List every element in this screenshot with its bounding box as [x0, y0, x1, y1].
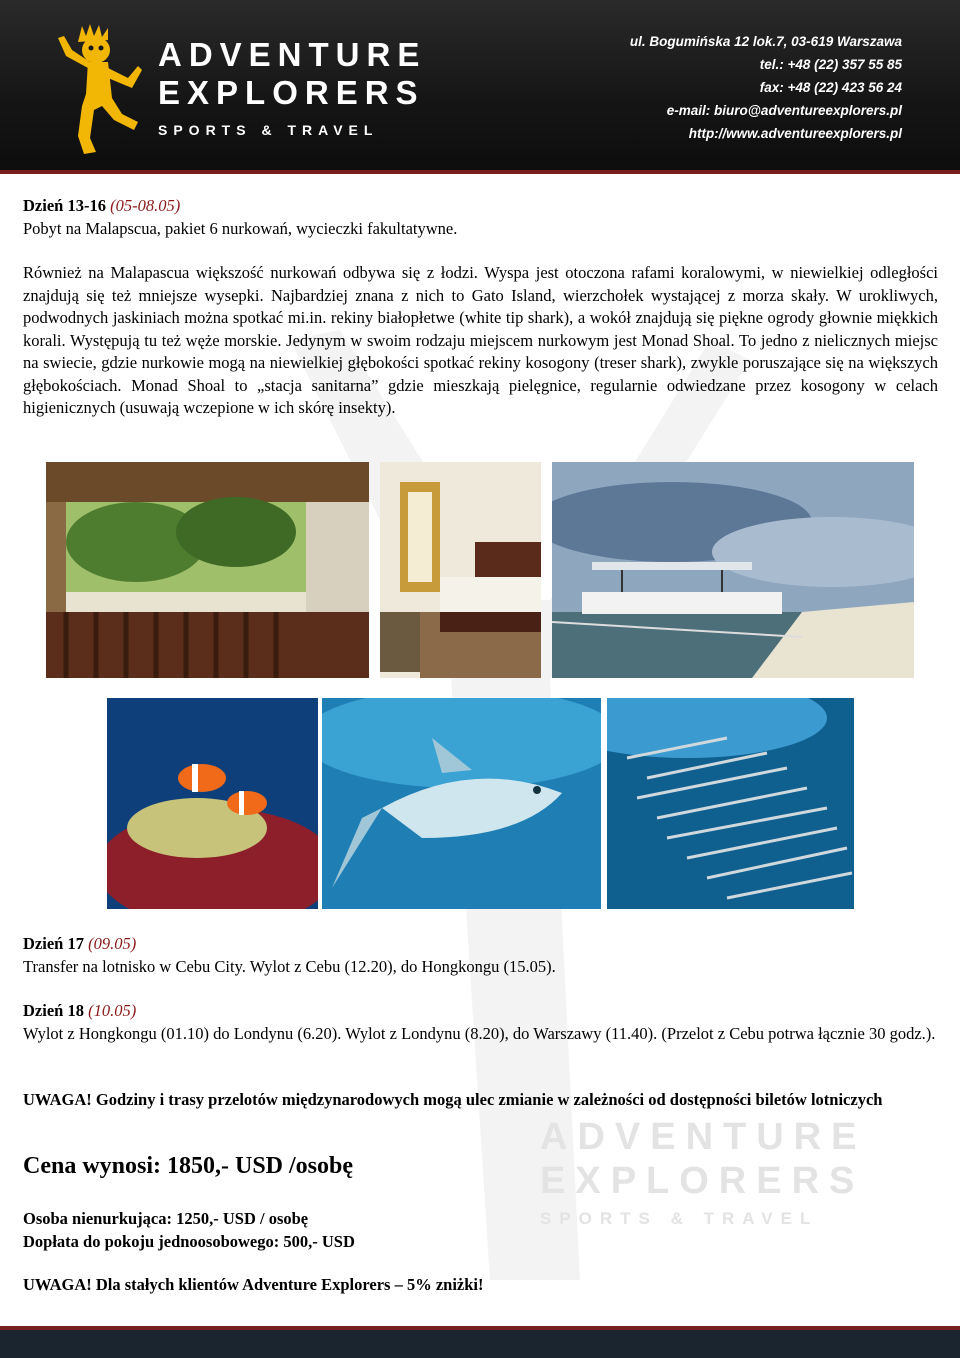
- day17-title: Dzień 17: [23, 934, 84, 953]
- watermark-line2: EXPLORERS: [540, 1160, 865, 1202]
- header-divider: [0, 170, 960, 174]
- contact-block: [542, 30, 902, 145]
- notice-section: [23, 1089, 938, 1112]
- brand-line2: EXPLORERS: [158, 74, 425, 111]
- contact-fax: fax: +48 (22) 423 56 24: [759, 80, 902, 95]
- contact-address: ul. Bogumińska 12 lok.7, 03-619 Warszawa: [629, 34, 902, 49]
- contact-email[interactable]: e-mail: biuro@adventureexplorers.pl: [666, 103, 902, 118]
- day18-text: Wylot z Hongkongu (01.10) do Londynu (6.20). Wylot z Londynu (8.20), do Warszawy (11.40). (Przelot z Cebu potrwa łącznie 30 godz.).: [23, 1023, 936, 1043]
- extra-prices: [23, 1208, 938, 1253]
- flight-change-notice: UWAGA! Godziny i trasy przelotów międzynarodowych mogą ulec zmianie w zależności od dostępności biletów lotniczych: [23, 1090, 883, 1109]
- contact-tel: tel.: +48 (22) 357 55 85: [759, 57, 902, 72]
- discount-section: [23, 1274, 938, 1297]
- price-heading: Cena wynosi: 1850,- USD /osobę: [23, 1153, 354, 1179]
- contact-website[interactable]: http://www.adventureexplorers.pl: [688, 126, 902, 141]
- day18-title: Dzień 18: [23, 1001, 84, 1020]
- day13-title: Dzień 13-16: [23, 196, 106, 215]
- barracuda-school-photo: [607, 698, 854, 909]
- discount-notice: UWAGA! Dla stałych klientów Adventure Explorers – 5% zniżki!: [23, 1275, 484, 1294]
- day18-date: (10.05): [88, 1001, 137, 1020]
- single-room-supplement: Dopłata do pokoju jednoosobowego: 500,- USD: [23, 1231, 355, 1251]
- brand-tagline: SPORTS & TRAVEL: [158, 122, 379, 138]
- price-section: [23, 1155, 938, 1178]
- day17-text: Transfer na lotnisko w Cebu City. Wylot z Cebu (12.20), do Hongkongu (15.05).: [23, 956, 556, 976]
- day17-date: (09.05): [88, 934, 137, 953]
- page-footer: [0, 1330, 960, 1358]
- day18-heading: [23, 1000, 938, 1023]
- day17-section: [23, 933, 938, 978]
- watermark-line3: SPORTS & TRAVEL: [540, 1209, 819, 1228]
- bangka-boats-photo: [552, 462, 914, 678]
- page-header: [0, 0, 960, 170]
- day13-summary: Pobyt na Malapscua, pakiet 6 nurkowań, wycieczki fakultatywne.: [23, 218, 458, 238]
- day18-section: [23, 1000, 938, 1045]
- resort-veranda-photo: [46, 462, 369, 678]
- tribal-figure-logo-icon: [52, 18, 144, 158]
- day13-section: [23, 195, 938, 420]
- clownfish-photo: [107, 698, 318, 909]
- hotel-room-photo: [380, 462, 541, 678]
- watermark-line1: ADVENTURE: [540, 1116, 867, 1158]
- thresher-shark-photo: [322, 698, 601, 909]
- brand-name: [158, 36, 426, 138]
- brand-line1: ADVENTURE: [158, 36, 427, 73]
- non-diver-price: Osoba nienurkująca: 1250,- USD / osobę: [23, 1209, 309, 1228]
- day13-date: (05-08.05): [110, 196, 181, 215]
- day17-heading: [23, 933, 938, 956]
- day13-description: Również na Malapascua większość nurkowań odbywa się z łodzi. Wyspa jest otoczona rafami koralowymi, w niewielkiej odległości znajdują się też mniejsze wysepki. Najbardziej znana z nich to Gato Island, wierzchołek wystającej z morza skały. W urokliwych, podwodnych jaskiniach można spotkać mi.in. rekiny białopłetwe (white tip shark), a wokół znajdują się piękne ogrody głownie miękkich korali. Występują tu też węże morskie. Jedynym w swoim rodzaju miejscem nurkowym jest Monad Shoal. To jedno z nielicznych miejsc na swiecie, gdzie nurkowie mogą na niewielkiej głębokości spotkać rekiny kosogony (treser shark), zwykle poruszające się na większych głębokościach. Monad Shoal to „stacja sanitarna” gdzie mieszkają pielęgnice, regularnie odwiedzane przez kosogony w celach higienicznych (usuwają wczepione w ich skórę insekty).: [23, 263, 938, 417]
- day13-heading: [23, 195, 938, 218]
